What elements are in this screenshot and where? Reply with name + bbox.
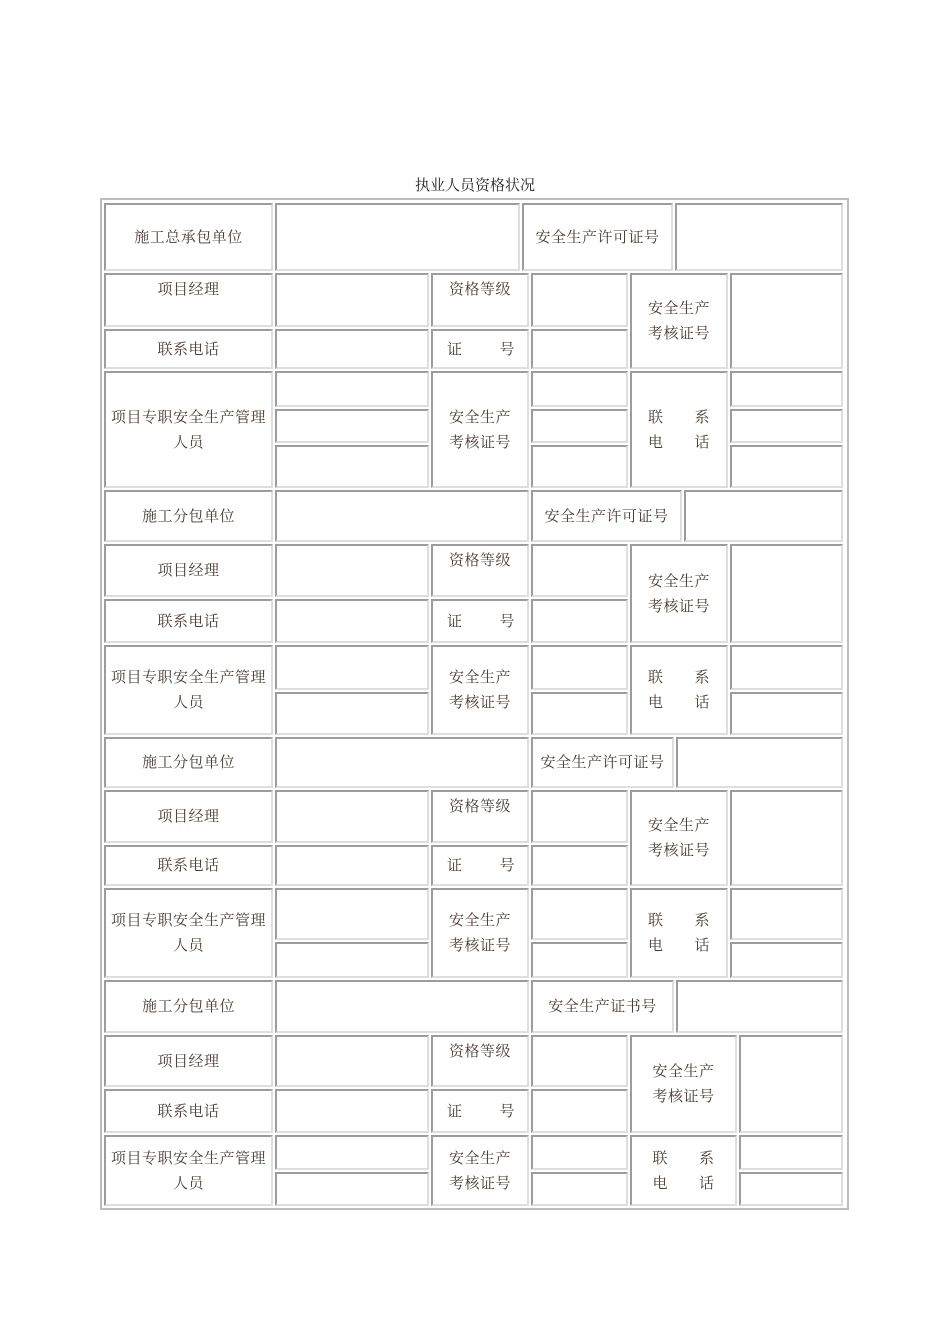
project-manager-field[interactable] — [275, 273, 429, 327]
safety-assessment-label: 安全生产 考核证号 — [630, 790, 728, 886]
qualification-grade-field[interactable] — [531, 544, 628, 597]
officer-contact-field[interactable] — [739, 1172, 843, 1206]
safety-officer-name-field[interactable] — [275, 1135, 429, 1170]
safety-officer-name-field[interactable] — [275, 409, 429, 443]
officer-contact-field[interactable] — [730, 645, 843, 690]
safety-license-field[interactable] — [675, 203, 843, 271]
safety-cert-field[interactable] — [676, 980, 843, 1033]
safety-officer-label: 项目专职安全生产管理 人员 — [104, 645, 273, 735]
officer-assessment-field[interactable] — [531, 888, 628, 940]
certificate-no-field[interactable] — [531, 599, 628, 643]
safety-license-label: 安全生产许可证号 — [531, 490, 682, 542]
safety-assessment-field[interactable] — [730, 544, 843, 643]
contact-phone-label: 联系电话 — [104, 845, 273, 886]
safety-cert-label: 安全生产证书号 — [531, 980, 674, 1033]
certificate-no-label: 证 号 — [431, 599, 529, 643]
qualification-grade-field[interactable] — [531, 273, 628, 327]
contact-phone-field[interactable] — [275, 329, 429, 369]
officer-assessment-field[interactable] — [531, 1172, 628, 1206]
certificate-no-label: 证 号 — [431, 845, 529, 886]
contact-phone-field[interactable] — [275, 599, 429, 643]
sub-contractor-label: 施工分包单位 — [104, 490, 273, 542]
safety-license-label: 安全生产许可证号 — [522, 203, 673, 271]
safety-officer-label: 项目专职安全生产管理 人员 — [104, 1135, 273, 1206]
officer-assessment-label: 安全生产 考核证号 — [431, 888, 529, 978]
officer-assessment-field[interactable] — [531, 371, 628, 407]
certificate-no-field[interactable] — [531, 329, 628, 369]
certificate-no-label: 证 号 — [431, 329, 529, 369]
safety-assessment-label: 安全生产 考核证号 — [630, 273, 728, 369]
safety-officer-name-field[interactable] — [275, 1172, 429, 1206]
officer-contact-field[interactable] — [730, 942, 843, 978]
sub-contractor-field[interactable] — [275, 490, 529, 542]
officer-contact-field[interactable] — [730, 409, 843, 443]
general-contractor-label: 施工总承包单位 — [104, 203, 273, 271]
officer-contact-field[interactable] — [730, 371, 843, 407]
safety-assessment-label: 安全生产 考核证号 — [630, 1035, 737, 1133]
safety-officer-name-field[interactable] — [275, 692, 429, 735]
page-title: 执业人员资格状况 — [414, 176, 535, 194]
safety-assessment-label: 安全生产 考核证号 — [630, 544, 728, 643]
safety-assessment-field[interactable] — [739, 1035, 843, 1133]
officer-contact-label: 联 系 电 话 — [630, 645, 728, 735]
contact-phone-label: 联系电话 — [104, 329, 273, 369]
safety-officer-name-field[interactable] — [275, 942, 429, 978]
certificate-no-field[interactable] — [531, 1089, 628, 1133]
contact-phone-label: 联系电话 — [104, 599, 273, 643]
officer-contact-label: 联 系 电 话 — [630, 371, 728, 488]
qualification-grade-field[interactable] — [531, 790, 628, 843]
officer-contact-field[interactable] — [739, 1135, 843, 1170]
safety-license-field[interactable] — [676, 737, 843, 788]
contact-phone-field[interactable] — [275, 845, 429, 886]
officer-contact-field[interactable] — [730, 445, 843, 488]
sub-contractor-label: 施工分包单位 — [104, 737, 273, 788]
officer-contact-field[interactable] — [730, 888, 843, 940]
safety-assessment-field[interactable] — [730, 273, 843, 369]
officer-assessment-field[interactable] — [531, 692, 628, 735]
officer-assessment-field[interactable] — [531, 409, 628, 443]
project-manager-field[interactable] — [275, 544, 429, 597]
contact-phone-label: 联系电话 — [104, 1089, 273, 1133]
project-manager-label: 项目经理 — [104, 544, 273, 597]
qualification-grade-field[interactable] — [531, 1035, 628, 1087]
safety-license-field[interactable] — [684, 490, 843, 542]
officer-contact-label: 联 系 电 话 — [630, 1135, 737, 1206]
safety-officer-name-field[interactable] — [275, 445, 429, 488]
safety-officer-name-field[interactable] — [275, 371, 429, 407]
officer-assessment-field[interactable] — [531, 445, 628, 488]
safety-assessment-field[interactable] — [730, 790, 843, 886]
sub-contractor-field[interactable] — [275, 737, 529, 788]
sub-contractor-label: 施工分包单位 — [104, 980, 273, 1033]
safety-officer-label: 项目专职安全生产管理 人员 — [104, 371, 273, 488]
qualification-grade-label: 资格等级 — [431, 790, 529, 843]
safety-license-label: 安全生产许可证号 — [531, 737, 674, 788]
project-manager-label: 项目经理 — [104, 1035, 273, 1087]
project-manager-label: 项目经理 — [104, 273, 273, 327]
officer-assessment-field[interactable] — [531, 645, 628, 690]
sub-contractor-field[interactable] — [275, 980, 529, 1033]
contact-phone-field[interactable] — [275, 1089, 429, 1133]
qualification-grade-label: 资格等级 — [431, 1035, 529, 1087]
project-manager-field[interactable] — [275, 1035, 429, 1087]
officer-assessment-label: 安全生产 考核证号 — [431, 371, 529, 488]
officer-contact-label: 联 系 电 话 — [630, 888, 728, 978]
officer-contact-field[interactable] — [730, 692, 843, 735]
qualification-grade-label: 资格等级 — [431, 273, 529, 327]
certificate-no-field[interactable] — [531, 845, 628, 886]
safety-officer-name-field[interactable] — [275, 645, 429, 690]
project-manager-label: 项目经理 — [104, 790, 273, 843]
safety-officer-name-field[interactable] — [275, 888, 429, 940]
officer-assessment-field[interactable] — [531, 1135, 628, 1170]
officer-assessment-field[interactable] — [531, 942, 628, 978]
officer-assessment-label: 安全生产 考核证号 — [431, 645, 529, 735]
qualification-grade-label: 资格等级 — [431, 544, 529, 597]
officer-assessment-label: 安全生产 考核证号 — [431, 1135, 529, 1206]
safety-officer-label: 项目专职安全生产管理 人员 — [104, 888, 273, 978]
general-contractor-field[interactable] — [275, 203, 520, 271]
project-manager-field[interactable] — [275, 790, 429, 843]
certificate-no-label: 证 号 — [431, 1089, 529, 1133]
